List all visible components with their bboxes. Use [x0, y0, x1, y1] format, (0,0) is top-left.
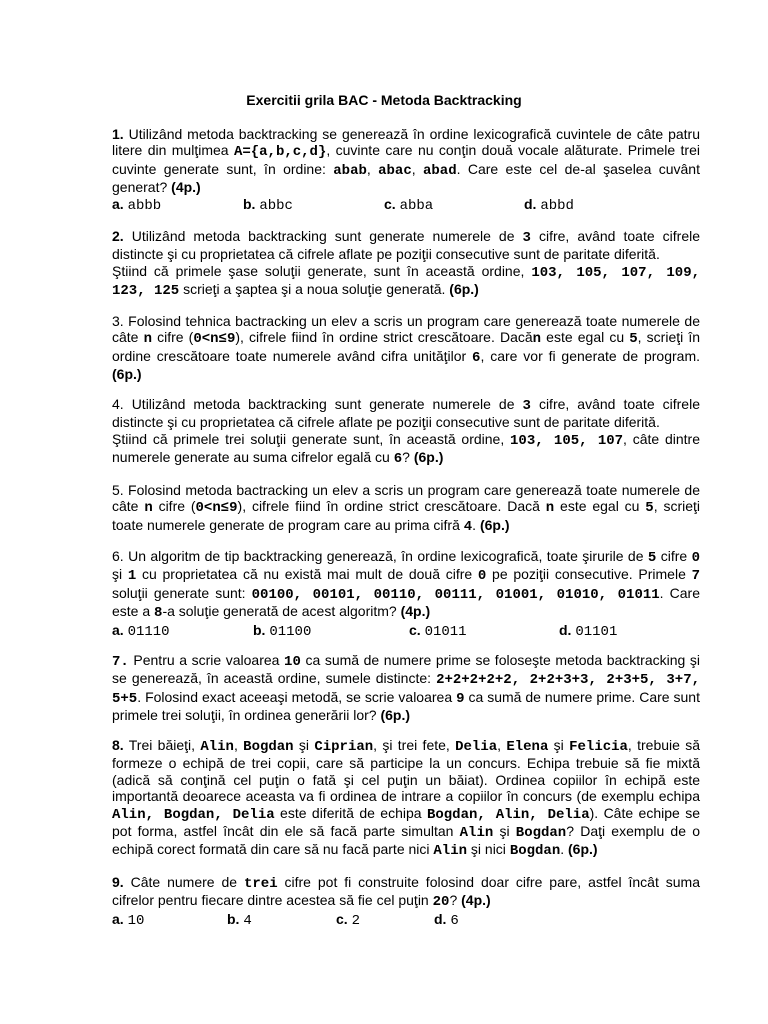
points: (6p.): [479, 516, 510, 533]
problem-number: 9.: [112, 874, 124, 890]
problem-number: 7.: [112, 654, 129, 670]
answer-options: [112, 196, 700, 213]
answer-options: [112, 622, 700, 639]
problem-text: 8. Trei băieţi, Alin, Bogdan şi Ciprian, şi trei fete, Delia, Elena şi Felicia, trebuie să formeze o echipă de trei copii, care să participe la un concurs. Echipa trebuie să fie mixtă (adică să conţină cel puţin o fată şi cel puţin un băiat). Ordinea copiilor în echipă este importantă deoarece aceasta va fi ordinea de intrare a copiilor în concurs (de exemplu echipa Alin, Bogdan, Delia este diferită de echipa Bogdan, Alin, Delia). Câte echipe se pot forma, astfel încât din ele să facă parte simultan Alin şi Bogdan? Daţi exemplu de o echipă corect formată din care să nu facă parte nici Alin şi nici Bogdan. (6p.): [112, 737, 701, 860]
points: (6p.): [449, 281, 479, 298]
problem-4: [112, 396, 700, 468]
page-title: Exercitii grila BAC - Metoda Backtracking: [246, 92, 522, 108]
option-a[interactable]: a. 01110: [112, 621, 170, 640]
problem-7: [112, 652, 700, 724]
problem-1: [112, 126, 700, 213]
problem-number: 1.: [112, 126, 124, 142]
problem-text: 7. Pentru a scrie valoarea 10 ca sumă de numere prime se foloseşte metoda backtracking şi se generează, în această ordine, sumele distincte: 2+2+2+2+2, 2+2+3+3, 2+3+5, 3+7, 5+5. Folosind exact aceeaşi metodă, se scrie valoarea 9 ca sumă de numere prime. Care sunt primele trei soluţii, în ordinea generării lor? (6p.): [112, 652, 701, 724]
points: (6p.): [413, 449, 444, 466]
points: (6p.): [568, 841, 598, 858]
points: (6p.): [112, 366, 142, 383]
option-c[interactable]: c. 2: [336, 910, 360, 929]
problem-text-continued: Ştiind că primele şase soluţii generate, sunt în această ordine, 103, 105, 107, 109, 123, 125 scrieţi a şaptea şi a noua soluţie generată. (6p.): [112, 262, 700, 300]
option-b[interactable]: b. abbc: [243, 195, 293, 214]
problem-text-continued: Ştiind că primele trei soluţii generate sunt, în această ordine, 103, 105, 107, câte dintre numerele generate au suma cifrelor egală cu 6? (6p.): [112, 430, 701, 468]
option-b[interactable]: b. 01100: [253, 621, 312, 640]
problem-text: 4. Utilizând metoda backtracking sunt generate numerele de 3 cifre, având toate cifrele distincte şi cu proprietatea că cifrele aflate pe poziţii consecutive sunt de paritate diferită.: [112, 396, 700, 431]
problem-number: 2.: [112, 228, 124, 244]
problem-text: 5. Folosind metoda bactracking un elev a scris un program care generează toate numerele de câte n cifre (0<n≤9), cifrele fiind în ordine strict crescătoare. Dacă n este egal cu 5, scrieţi toate numerele generate de program care au prima cifră 4. (6p.): [112, 482, 700, 535]
option-a[interactable]: a. 10: [112, 910, 145, 929]
option-c[interactable]: c. 01011: [409, 621, 467, 640]
problem-5: [112, 482, 700, 535]
problem-text: 1. Utilizând metoda backtracking se generează în ordine lexicografică cuvintele de câte patru litere din mulţimea A={a,b,c,d}, cuvinte care nu conţin două vocale alăturate. Primele trei cuvinte generate sunt, în ordine: abab, abac, abad. Care este cel de-al şaselea cuvânt generat? (4p.): [112, 126, 700, 196]
option-d[interactable]: d. abbd: [524, 195, 574, 214]
option-a[interactable]: a. abbb: [112, 195, 162, 214]
problem-8: [112, 737, 700, 860]
problem-2: [112, 228, 700, 300]
points: (4p.): [400, 603, 431, 620]
points: (4p.): [171, 179, 201, 196]
problem-text: 3. Folosind tehnica bactracking un elev a scris un program care generează toate numerele de câte n cifre (0<n≤9), cifrele fiind în ordine strict crescătoare. Dacăn este egal cu 5, scrieţi în ordine crescătoare toate numerele având cifra unităţilor 6, care vor fi generate de program. (6p.): [112, 313, 701, 383]
problem-text: 2. Utilizând metoda backtracking sunt generate numerele de 3 cifre, având toate cifrele distincte şi cu proprietatea că cifrele aflate pe poziţii consecutive sunt de paritate diferită.: [112, 228, 700, 263]
points: (6p.): [380, 707, 411, 724]
answer-options: [112, 911, 700, 928]
option-d[interactable]: d. 01101: [559, 621, 618, 640]
problem-text: 6. Un algoritm de tip backtracking generează, în ordine lexicografică, toate şirurile de 5 cifre 0 şi 1 cu proprietatea că nu există mai mult de două cifre 0 pe poziţii consecutive. Primele 7 soluţii generate sunt: 00100, 00101, 00110, 00111, 01001, 01010, 01011. Care este a 8-a soluţie generată de acest algoritm? (4p.): [112, 548, 700, 622]
option-b[interactable]: b. 4: [227, 910, 252, 929]
problem-number: 8.: [112, 737, 124, 753]
problem-3: [112, 313, 700, 383]
problem-6: [112, 548, 700, 639]
option-c[interactable]: c. abba: [384, 195, 434, 214]
option-d[interactable]: d. 6: [434, 910, 459, 929]
problem-9: [112, 874, 700, 928]
problem-text: 9. Câte numere de trei cifre pot fi construite folosind doar cifre pare, astfel încât suma cifrelor pentru fiecare dintre acestea să fie cel puţin 20? (4p.): [112, 874, 701, 911]
points: (4p.): [461, 892, 491, 909]
